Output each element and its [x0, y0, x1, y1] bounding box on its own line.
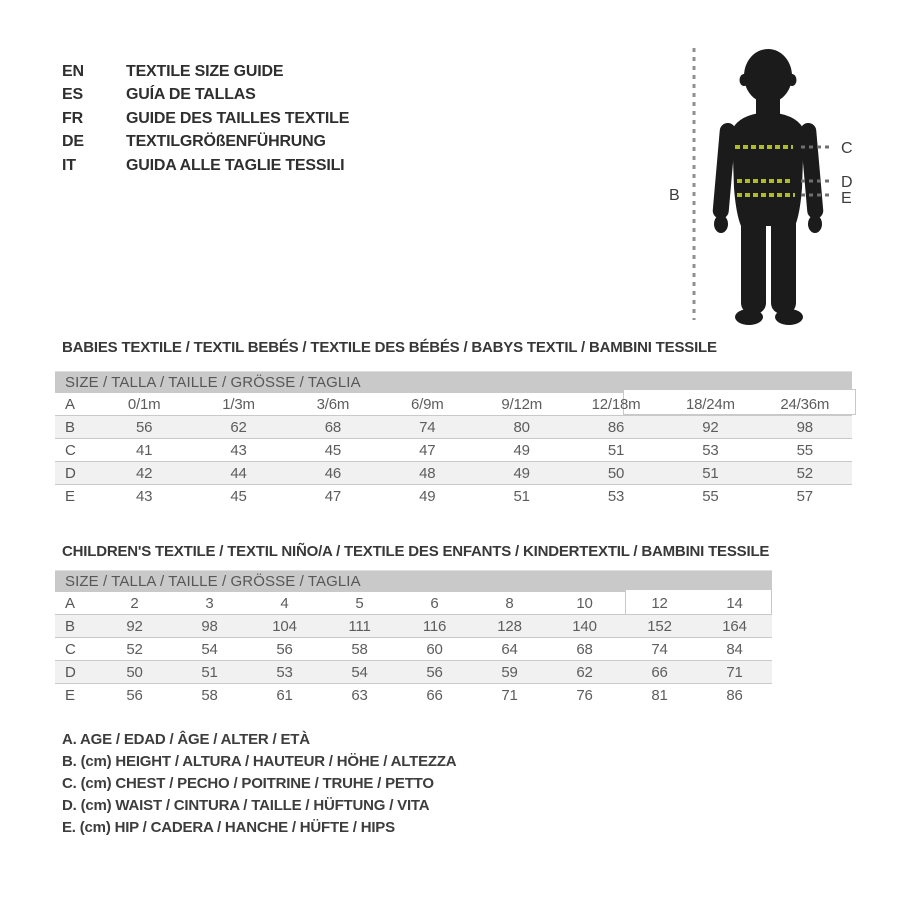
value-cell: 104 [272, 617, 297, 635]
value-cell: 55 [702, 487, 719, 505]
value-cell: 18/24m [686, 395, 735, 413]
value-cell: 64 [501, 640, 518, 658]
height-label: B [669, 187, 680, 204]
value-cell: 52 [796, 464, 813, 482]
value-cell: 62 [576, 663, 593, 681]
value-cell: 50 [126, 663, 143, 681]
babies-size-table [55, 371, 852, 507]
value-cell: 9/12m [501, 395, 543, 413]
value-cell: 43 [136, 487, 153, 505]
babies-section-title: BABIES TEXTILE / TEXTIL BEBÉS / TEXTILE DES BÉBÉS / BABYS TEXTIL / BAMBINI TESSILE [62, 339, 717, 356]
value-cell: 50 [607, 464, 625, 482]
waist-label: D [841, 174, 853, 191]
value-cell: 71 [726, 663, 743, 681]
value-cell: 56 [136, 418, 153, 436]
value-cell: 54 [351, 663, 368, 681]
value-cell: 54 [201, 640, 218, 658]
table-row [55, 592, 772, 615]
value-cell: 5 [355, 594, 364, 612]
value-cell: 14 [726, 594, 743, 612]
row-label: E [65, 487, 75, 505]
value-cell: 56 [426, 663, 443, 681]
language-row [62, 154, 349, 178]
value-cell: 55 [796, 441, 813, 459]
row-label: B [65, 418, 75, 436]
row-label: D [65, 663, 76, 681]
row-label: E [65, 686, 75, 704]
value-cell: 56 [276, 640, 293, 658]
value-cell: 76 [576, 686, 593, 704]
value-cell: 92 [126, 617, 143, 635]
chest-label: C [841, 140, 853, 157]
value-cell: 111 [348, 617, 371, 635]
value-cell: 48 [419, 464, 436, 482]
hip-label: E [841, 190, 852, 207]
value-cell: 68 [324, 418, 342, 436]
value-cell: 49 [419, 487, 436, 505]
value-cell: 45 [324, 441, 342, 459]
value-cell: 51 [201, 663, 218, 681]
row-label: C [65, 640, 76, 658]
value-cell: 81 [651, 686, 668, 704]
value-cell: 140 [572, 617, 597, 635]
value-cell: 3 [205, 594, 214, 612]
value-cell: 62 [230, 418, 247, 436]
value-cell: 47 [419, 441, 436, 459]
value-cell: 98 [201, 617, 218, 635]
language-title: TEXTILE SIZE GUIDE [126, 62, 284, 80]
value-cell: 66 [426, 686, 443, 704]
language-title: GUIDE DES TAILLES TEXTILE [126, 109, 350, 127]
value-cell: 58 [351, 640, 368, 658]
value-cell: 51 [607, 441, 625, 459]
value-cell: 74 [419, 418, 436, 436]
value-cell: 24/36m [780, 395, 830, 413]
row-label: D [65, 464, 76, 482]
value-cell: 0/1m [127, 395, 161, 413]
value-cell: 86 [726, 686, 743, 704]
value-cell: 6 [430, 594, 439, 612]
value-cell: 116 [422, 617, 447, 635]
legend-line: B. (cm) HEIGHT / ALTURA / HAUTEUR / HÖHE / ALTEZZA [62, 753, 457, 770]
value-cell: 43 [230, 441, 247, 459]
language-row [62, 107, 349, 131]
value-cell: 53 [276, 663, 293, 681]
children-table-grid [55, 592, 772, 706]
value-cell: 92 [702, 418, 719, 436]
value-cell: 6/9m [411, 395, 444, 413]
value-cell: 41 [136, 441, 153, 459]
value-cell: 53 [702, 441, 719, 459]
table-row [55, 615, 772, 638]
value-cell: 86 [607, 418, 625, 436]
value-cell: 52 [126, 640, 143, 658]
value-cell: 46 [324, 464, 342, 482]
value-cell: 164 [722, 617, 747, 635]
value-cell: 58 [201, 686, 218, 704]
row-label: B [65, 617, 75, 635]
legend-list [62, 731, 456, 841]
language-title: GUIDA ALLE TAGLIE TESSILI [126, 156, 345, 174]
value-cell: 152 [647, 617, 672, 635]
language-row [62, 84, 349, 108]
row-label: A [65, 594, 75, 612]
value-cell: 71 [501, 686, 518, 704]
table-row [55, 416, 852, 439]
value-cell: 4 [280, 594, 289, 612]
value-cell: 1/3m [222, 395, 255, 413]
language-code: FR [62, 109, 83, 127]
value-cell: 3/6m [316, 395, 350, 413]
value-cell: 8 [505, 594, 514, 612]
table-row [55, 485, 852, 508]
value-cell: 128 [497, 617, 522, 635]
table-row [55, 393, 852, 416]
value-cell: 59 [501, 663, 518, 681]
value-cell: 45 [230, 487, 247, 505]
value-cell: 66 [651, 663, 668, 681]
value-cell: 84 [726, 640, 743, 658]
babies-table-grid [55, 393, 852, 507]
value-cell: 47 [324, 487, 342, 505]
language-row [62, 60, 349, 84]
language-row [62, 131, 349, 155]
table-row [55, 661, 772, 684]
child-silhouette-figure [665, 28, 870, 330]
value-cell: 53 [607, 487, 625, 505]
table-row [55, 684, 772, 707]
value-cell: 80 [513, 418, 530, 436]
table-row [55, 638, 772, 661]
language-list [62, 60, 349, 178]
value-cell: 60 [426, 640, 443, 658]
value-cell: 12 [651, 594, 668, 612]
value-cell: 57 [796, 487, 813, 505]
language-code: DE [62, 133, 84, 151]
legend-line: D. (cm) WAIST / CINTURA / TAILLE / HÜFTUNG / VITA [62, 797, 430, 814]
legend-line: E. (cm) HIP / CADERA / HANCHE / HÜFTE / HIPS [62, 819, 395, 836]
children-size-table [55, 570, 772, 706]
value-cell: 44 [230, 464, 247, 482]
value-cell: 61 [276, 686, 293, 704]
legend-line: C. (cm) CHEST / PECHO / POITRINE / TRUHE / PETTO [62, 775, 434, 792]
value-cell: 12/18m [591, 395, 641, 413]
language-title: TEXTILGRÖßENFÜHRUNG [126, 133, 326, 151]
value-cell: 49 [513, 464, 530, 482]
legend-line: A. AGE / EDAD / ÂGE / ALTER / ETÀ [62, 731, 310, 748]
language-title: GUÍA DE TALLAS [126, 86, 256, 104]
children-section-title: CHILDREN'S TEXTILE / TEXTIL NIÑO/A / TEXTILE DES ENFANTS / KINDERTEXTIL / BAMBINI TESSILE [62, 543, 770, 560]
value-cell: 51 [702, 464, 719, 482]
row-label: C [65, 441, 76, 459]
value-cell: 56 [126, 686, 143, 704]
value-cell: 51 [513, 487, 530, 505]
value-cell: 42 [136, 464, 153, 482]
language-code: ES [62, 86, 83, 104]
table-row [55, 462, 852, 485]
row-label: A [65, 395, 75, 413]
value-cell: 74 [651, 640, 668, 658]
value-cell: 63 [351, 686, 368, 704]
children-table-header-bar: SIZE / TALLA / TAILLE / GRÖSSE / TAGLIA [55, 570, 772, 592]
value-cell: 2 [130, 594, 139, 612]
babies-table-header-bar: SIZE / TALLA / TAILLE / GRÖSSE / TAGLIA [55, 371, 852, 393]
language-code: EN [62, 62, 84, 80]
value-cell: 68 [576, 640, 593, 658]
value-cell: 49 [513, 441, 530, 459]
table-row [55, 439, 852, 462]
value-cell: 10 [576, 594, 593, 612]
value-cell: 98 [796, 418, 813, 436]
child-silhouette [712, 49, 824, 325]
language-code: IT [62, 156, 76, 174]
